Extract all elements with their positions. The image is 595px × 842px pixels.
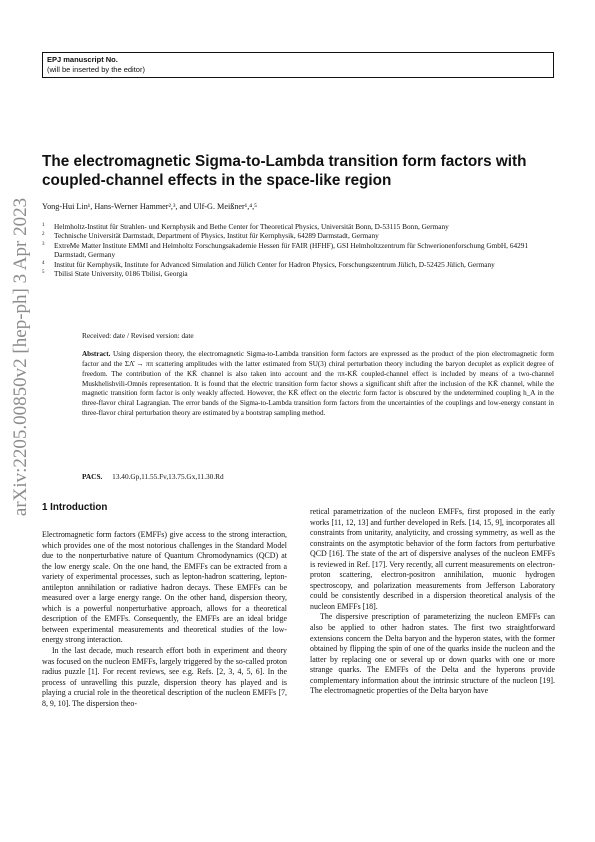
affiliation-text: Tbilisi State University, 0186 Tbilisi, Georgia (54, 269, 188, 279)
affiliation-text: ExtreMe Matter Institute EMMI and Helmholtz Forschungsakademie Hessen für FAIR (HFHF), GSI Helmholtzzentrum für Schwerionenforschung GmbH, 64291 Darmstadt, Germany (54, 240, 529, 260)
section-heading-introduction: 1 Introduction (42, 502, 108, 513)
affiliation-item (42, 222, 554, 231)
journal-header-title: EPJ manuscript No. (47, 55, 118, 64)
affiliation-item (42, 231, 554, 240)
journal-header-subtitle: (will be inserted by the editor) (47, 65, 145, 74)
affiliation-number: 1 (42, 223, 45, 228)
paragraph: retical parametrization of the nucleon EMFFs, first proposed in the early works [11, 12, 13] and further developed in Refs. [14, 15, 9], incorporates all constraints from unitarity, analyticity, and crossing symmetry, as well as the constraints on the asymptotic behavior of the form factors from perturbative QCD [16]. The state of the art of dispersive analyses of the nucleon EMFFs is reviewed in Ref. [17]. Very recently, all current measurements on electron-proton scattering, electron-positron annihilation, muonic hydrogen spectroscopy, and polarization measurements from Jefferson Laboratory could be consistently described in a dispersion theoretical analysis of the nucleon EMFFs [18]. (310, 507, 555, 611)
pacs-line (82, 472, 554, 482)
affiliation-item (42, 260, 554, 269)
received-date-line: Received: date / Revised version: date (82, 331, 194, 340)
affiliation-item (42, 241, 554, 260)
pacs-codes: 13.40.Gp,11.55.Fv,13.75.Gx,11.30.Rd (112, 472, 224, 481)
affiliation-text: Institut für Kernphysik, Institute for Advanced Simulation and Jülich Center for Hadron Physics, Forschungszentrum Jülich, D-52425 Jülich, Germany (54, 259, 495, 269)
pacs-label: PACS. (82, 472, 103, 481)
affiliation-number: 2 (42, 232, 45, 238)
affiliation-number: 5 (42, 270, 45, 276)
arxiv-stamp: arXiv:2205.00850v2 [hep-ph] 3 Apr 2023 (10, 197, 31, 517)
abstract-label: Abstract. (82, 350, 111, 358)
paragraph: The dispersive prescription of parameterizing the nucleon EMFFs can also be applied to other hadron states. The first two straightforward extensions concern the Delta baryon and the hyperon states, with the former obtained by flipping the spin of one of the quarks inside the nucleon and the latter by replacing one or several up or down quarks with one or more strange quarks. The EMFFs of the Delta and the hyperons provide complementary information about the intrinsic structure of the nucleon [19]. The electromagnetic properties of the Delta baryon have (310, 612, 555, 696)
affiliation-number: 3 (42, 241, 45, 247)
paragraph: Electromagnetic form factors (EMFFs) give access to the strong interaction, which provides one of the most notorious challenges in the Standard Model due to the nonperturbative nature of Quantum Chromodynamics (QCD) at the low energy scale. On the one hand, the EMFFs can be extracted from a variety of experimental processes, such as lepton-hadron scattering, lepton-antilepton annihilation or radiative hadron decays. These EMFFs can be measured over a large energy range. On the other hand, dispersion theory, which is a powerful nonperturbative approach, allows for a theoretical description of the EMFFs. Consequently, the EMFFs are an ideal bridge between experimental measurements and theoretical studies of the low-energy strong interaction. (42, 530, 287, 645)
abstract (82, 350, 554, 419)
right-column (310, 507, 555, 697)
affiliation-item (42, 269, 554, 278)
affiliation-text: Technische Universität Darmstadt, Department of Physics, Institut für Kernphysik, 64289 Darmstadt, Germany (54, 231, 379, 241)
affiliation-number: 4 (42, 260, 45, 266)
left-column (42, 530, 287, 709)
affiliation-list (42, 222, 554, 279)
paragraph: In the last decade, much research effort both in experiment and theory was focused on the nucleon EMFFs, largely triggered by the so-called proton radius puzzle [1]. For recent reviews, see e.g. Refs. [2, 3, 4, 5, 6]. In the process of unravelling this puzzle, dispersion theory has played and is playing a crucial role in the theoretical description of the nucleon EMFFs [7, 8, 9, 10]. The dispersion theo- (42, 646, 287, 708)
journal-header-box (42, 52, 554, 78)
abstract-text: Using dispersion theory, the electromagnetic Sigma-to-Lambda transition form factors are expressed as the product of the pion electromagnetic form factor and the ΣΛ̄ → ππ scattering amplitudes with the latter estimated from SU(3) chiral perturbation theory including the baryon decuplet as explicit degree of freedom. The contribution of the KK̄ channel is also taken into account and the ππ-KK̄ coupled-channel effect is included by means of a two-channel Muskhelishvili-Omnès representation. It is found that the electric transition form factor shows a significant shift after the inclusion of the KK̄ channel, while the magnetic transition form factor is only weakly affected. However, the KK̄ effect on the electric form factor is obscured by the undetermined coupling h_A in the three-flavor chiral Lagrangian. The error bands of the Sigma-to-Lambda transition form factors from the uncertainties of the couplings and low-energy constant in three-flavor chiral perturbation theory are estimated by a bootstrap sampling method. (82, 350, 554, 418)
author-list: Yong-Hui Lin¹, Hans-Werner Hammer²,³, and Ulf-G. Meißner¹,⁴,⁵ (42, 202, 258, 211)
paper-title: The electromagnetic Sigma-to-Lambda transition form factors with coupled-channel effects in the space-like region (42, 153, 527, 189)
affiliation-text: Helmholtz-Institut für Strahlen- und Kernphysik and Bethe Center for Theoretical Physics, Universität Bonn, D-53115 Bonn, Germany (54, 222, 449, 231)
